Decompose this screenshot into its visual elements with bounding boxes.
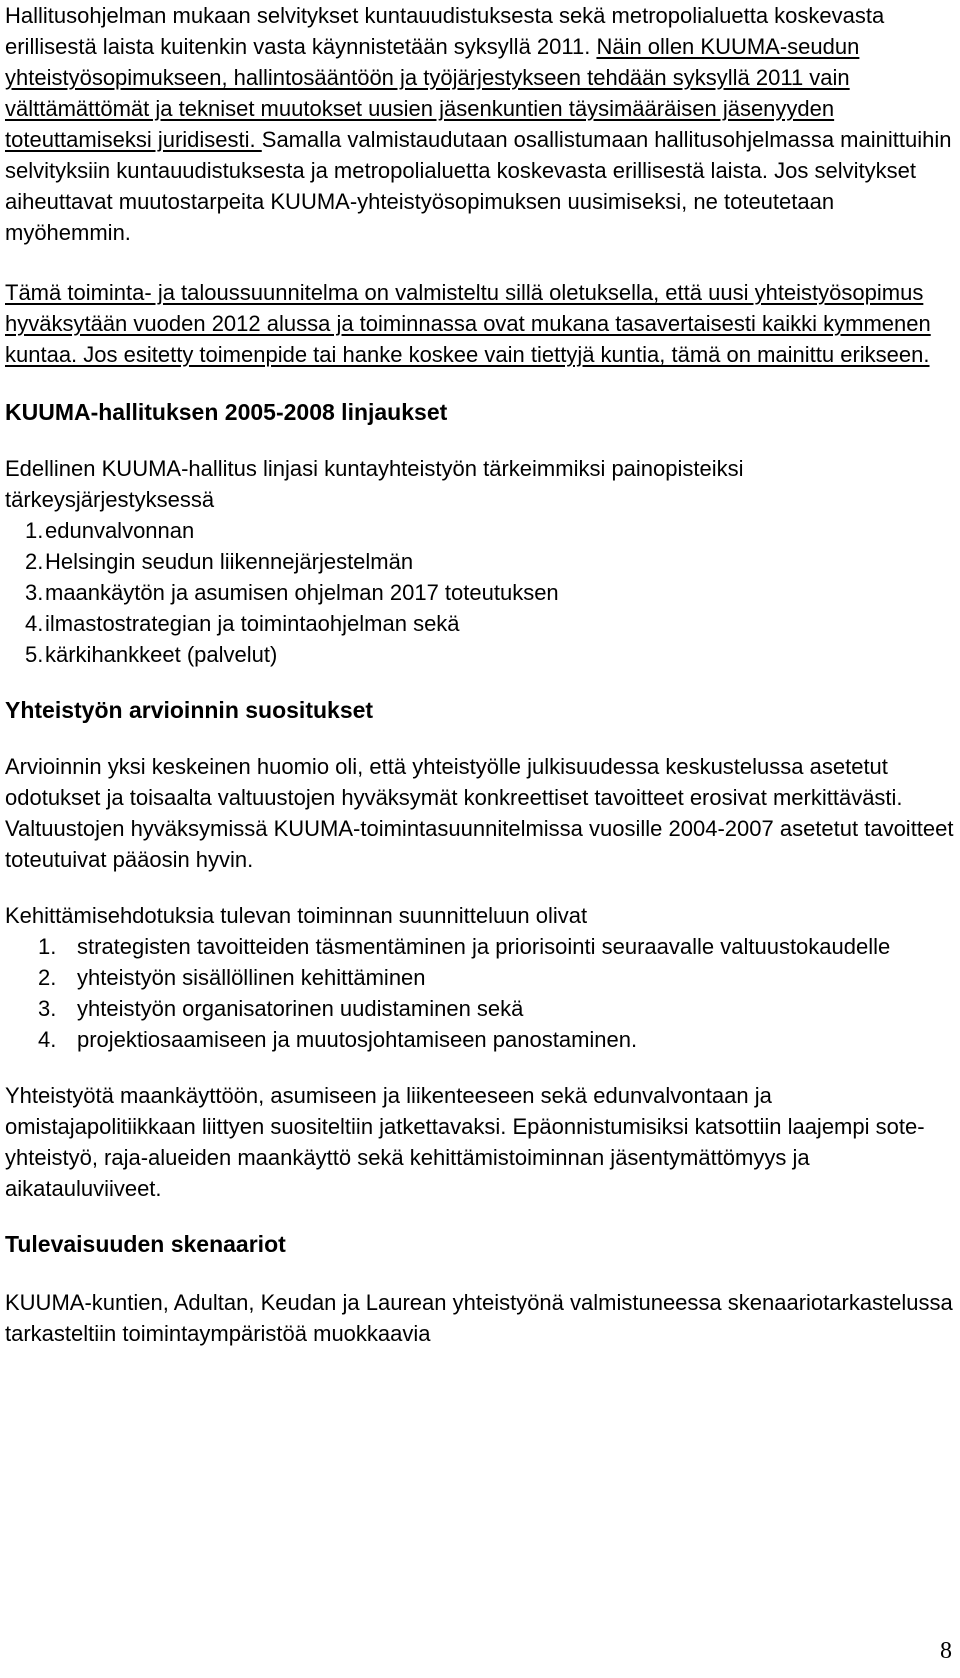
list-item-text: yhteistyön organisatorinen uudistaminen sekä	[77, 996, 524, 1021]
kehittamisehdotukset-intro: Kehittämisehdotuksia tulevan toiminnan suunnitteluun olivat	[5, 903, 588, 928]
list-item-text: projektiosaamiseen ja muutosjohtamiseen panostaminen.	[77, 1027, 638, 1052]
list-item-number: 2.	[25, 549, 44, 574]
plan-paragraph: Tämä toiminta- ja taloussuunnitelma on valmisteltu sillä oletuksella, että uusi yhteistyösopimus hyväksytään vuoden 2012 alussa ja toiminnassa ovat mukana tasavertaisesti kaikki kymmenen kuntaa. Jos esitetty toimenpide tai hanke koskee vain tiettyjä kuntia, tämä on mainittu erikseen.	[5, 280, 931, 367]
list-item-number: 1.	[25, 518, 44, 543]
intro-text-3: Samalla valmistaudutaan osallistumaan hallitusohjelmassa mainittuihin selvityksiin kuntauudistuksesta ja metropolialuetta koskevasta erillisestä laista. Jos selvitykset aiheuttavat muutostarpeita KUUMA-yhteistyösopimuksen uusimiseksi, ne toteutetaan myöhemmin.	[5, 127, 952, 245]
list-item-text: yhteistyön sisällöllinen kehittäminen	[77, 965, 426, 990]
list-item-number: 3.	[25, 580, 44, 605]
skenaariot-paragraph: KUUMA-kuntien, Adultan, Keudan ja Laurean yhteistyönä valmistuneessa skenaariotarkastelussa tarkasteltiin toimintaympäristöä muokkaavia	[5, 1290, 953, 1346]
list-item-text: strategisten tavoitteiden täsmentäminen ja priorisointi seuraavalle valtuustokaudelle	[77, 934, 891, 959]
list-item-number: 1.	[38, 934, 57, 959]
list-item	[5, 546, 955, 577]
list-item-number: 4.	[38, 1027, 57, 1052]
heading-tulevaisuuden-skenaariot: Tulevaisuuden skenaariot	[5, 1231, 286, 1257]
list-item	[5, 515, 955, 546]
recommendations-paragraph: Yhteistyötä maankäyttöön, asumiseen ja liikenteeseen sekä edunvalvontaan ja omistajapolitiikkaan liittyen suositeltiin jatkettavaksi. Epäonnistumisiksi katsottiin laajempi sote-yhteistyö, raja-alueiden maankäyttö sekä kehittämistoiminnan jäsentymättömyys ja aikatauluviiveet.	[5, 1083, 925, 1201]
list-item-number: 5.	[25, 642, 44, 667]
development-proposals-list	[5, 931, 955, 1055]
intro-paragraph	[5, 0, 955, 248]
list-item	[5, 577, 955, 608]
heading-kuuma-linjaukset: KUUMA-hallituksen 2005-2008 linjaukset	[5, 399, 448, 425]
list-item	[5, 962, 955, 993]
heading-arvioinnin-suositukset: Yhteistyön arvioinnin suositukset	[5, 697, 374, 723]
list-item-number: 4.	[25, 611, 44, 636]
list-item-text: maankäytön ja asumisen ohjelman 2017 toteutuksen	[45, 580, 559, 605]
linjaukset-paragraph: Edellinen KUUMA-hallitus linjasi kuntayhteistyön tärkeimmiksi painopisteiksi tärkeysjärjestyksessä	[5, 456, 744, 512]
list-item-text: edunvalvonnan	[45, 518, 195, 543]
page-number: 8	[940, 1638, 952, 1664]
list-item-text: Helsingin seudun liikennejärjestelmän	[45, 549, 414, 574]
list-item	[5, 608, 955, 639]
list-item-text: ilmastostrategian ja toimintaohjelman sekä	[45, 611, 460, 636]
list-item-text: kärkihankkeet (palvelut)	[45, 642, 278, 667]
list-item	[5, 1024, 955, 1055]
list-item	[5, 931, 955, 962]
intro-text-underlined: Näin ollen KUUMA-seudun yhteistyösopimukseen, hallintosääntöön ja työjärjestykseen tehdään syksyllä 2011 vain välttämättömät ja tekniset muutokset uusien jäsenkuntien täysimääräisen jäsenyyden toteuttamiseksi juridisesti.	[5, 34, 860, 152]
list-item-number: 3.	[38, 996, 57, 1021]
list-item	[5, 993, 955, 1024]
list-item	[5, 639, 955, 670]
intro-text-1: Hallitusohjelman mukaan selvitykset kuntauudistuksesta sekä metropolialuetta koskevasta erillisestä laista kuitenkin vasta käynnistetään syksyllä 2011.	[5, 3, 885, 59]
list-item-number: 2.	[38, 965, 57, 990]
arviointi-paragraph: Arvioinnin yksi keskeinen huomio oli, että yhteistyölle julkisuudessa keskustelussa asetetut odotukset ja toisaalta valtuustojen hyväksymät konkreettiset tavoitteet erosivat merkittävästi. Valtuustojen hyväksymissä KUUMA-toimintasuunnitelmissa vuosille 2004-2007 asetetut tavoitteet toteutuivat pääosin hyvin.	[5, 754, 954, 872]
document-page	[5, 0, 955, 1349]
priority-list	[5, 515, 955, 670]
